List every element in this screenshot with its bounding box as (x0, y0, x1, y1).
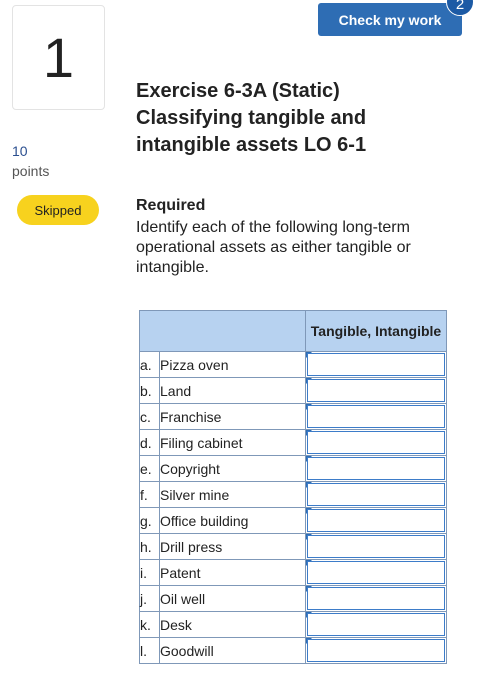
answer-cell (306, 534, 447, 560)
table-row (140, 638, 447, 664)
row-letter: j. (140, 586, 160, 612)
row-letter: i. (140, 560, 160, 586)
tangible-intangible-input[interactable] (307, 379, 445, 402)
row-letter: l. (140, 638, 160, 664)
answer-cell (306, 482, 447, 508)
table-header-blank (140, 311, 306, 352)
row-letter: g. (140, 508, 160, 534)
answer-cell (306, 404, 447, 430)
tangible-intangible-input[interactable] (307, 509, 445, 532)
row-asset-name: Franchise (160, 404, 306, 430)
row-letter: f. (140, 482, 160, 508)
exercise-title: Exercise 6-3A (Static) Classifying tangible and intangible assets LO 6-1 (136, 80, 367, 156)
row-asset-name: Land (160, 378, 306, 404)
row-asset-name: Goodwill (160, 638, 306, 664)
table-row (140, 482, 447, 508)
table-header-row (140, 311, 447, 352)
table-row (140, 404, 447, 430)
points-value: 10 (12, 143, 28, 159)
tangible-intangible-input[interactable] (307, 431, 445, 454)
tangible-intangible-input[interactable] (307, 457, 445, 480)
required-heading: Required (136, 197, 206, 214)
question-number: 1 (42, 26, 75, 89)
row-letter: k. (140, 612, 160, 638)
row-asset-name: Filing cabinet (160, 430, 306, 456)
answer-cell (306, 612, 447, 638)
tangible-intangible-input[interactable] (307, 639, 445, 662)
skipped-badge: Skipped (17, 195, 99, 225)
answer-cell (306, 508, 447, 534)
assets-table (139, 310, 447, 664)
points-label: points (12, 163, 50, 179)
check-count-badge: 2 (446, 0, 474, 16)
row-asset-name: Copyright (160, 456, 306, 482)
answer-cell (306, 638, 447, 664)
instructions-text: Identify each of the following long-term operational assets as either tangible or intangible. (136, 219, 411, 276)
question-number-card (12, 5, 105, 110)
row-letter: d. (140, 430, 160, 456)
table-row (140, 430, 447, 456)
table-header-answer: Tangible, Intangible (306, 311, 447, 352)
tangible-intangible-input[interactable] (307, 561, 445, 584)
tangible-intangible-input[interactable] (307, 483, 445, 506)
row-asset-name: Desk (160, 612, 306, 638)
tangible-intangible-input[interactable] (307, 353, 445, 376)
answer-cell (306, 560, 447, 586)
table-row (140, 586, 447, 612)
row-letter: b. (140, 378, 160, 404)
row-asset-name: Patent (160, 560, 306, 586)
row-letter: c. (140, 404, 160, 430)
row-letter: h. (140, 534, 160, 560)
table-row (140, 508, 447, 534)
row-asset-name: Drill press (160, 534, 306, 560)
answer-cell (306, 352, 447, 378)
answer-cell (306, 456, 447, 482)
tangible-intangible-input[interactable] (307, 587, 445, 610)
tangible-intangible-input[interactable] (307, 613, 445, 636)
table-row (140, 456, 447, 482)
table-row (140, 352, 447, 378)
row-asset-name: Oil well (160, 586, 306, 612)
row-asset-name: Silver mine (160, 482, 306, 508)
answer-cell (306, 430, 447, 456)
answer-cell (306, 586, 447, 612)
row-asset-name: Pizza oven (160, 352, 306, 378)
tangible-intangible-input[interactable] (307, 405, 445, 428)
table-row (140, 560, 447, 586)
row-letter: e. (140, 456, 160, 482)
row-letter: a. (140, 352, 160, 378)
table-row (140, 378, 447, 404)
tangible-intangible-input[interactable] (307, 535, 445, 558)
table-row (140, 534, 447, 560)
check-my-work-label: Check my work (338, 11, 442, 28)
answer-cell (306, 378, 447, 404)
check-my-work-button[interactable] (318, 3, 462, 36)
table-row (140, 612, 447, 638)
row-asset-name: Office building (160, 508, 306, 534)
